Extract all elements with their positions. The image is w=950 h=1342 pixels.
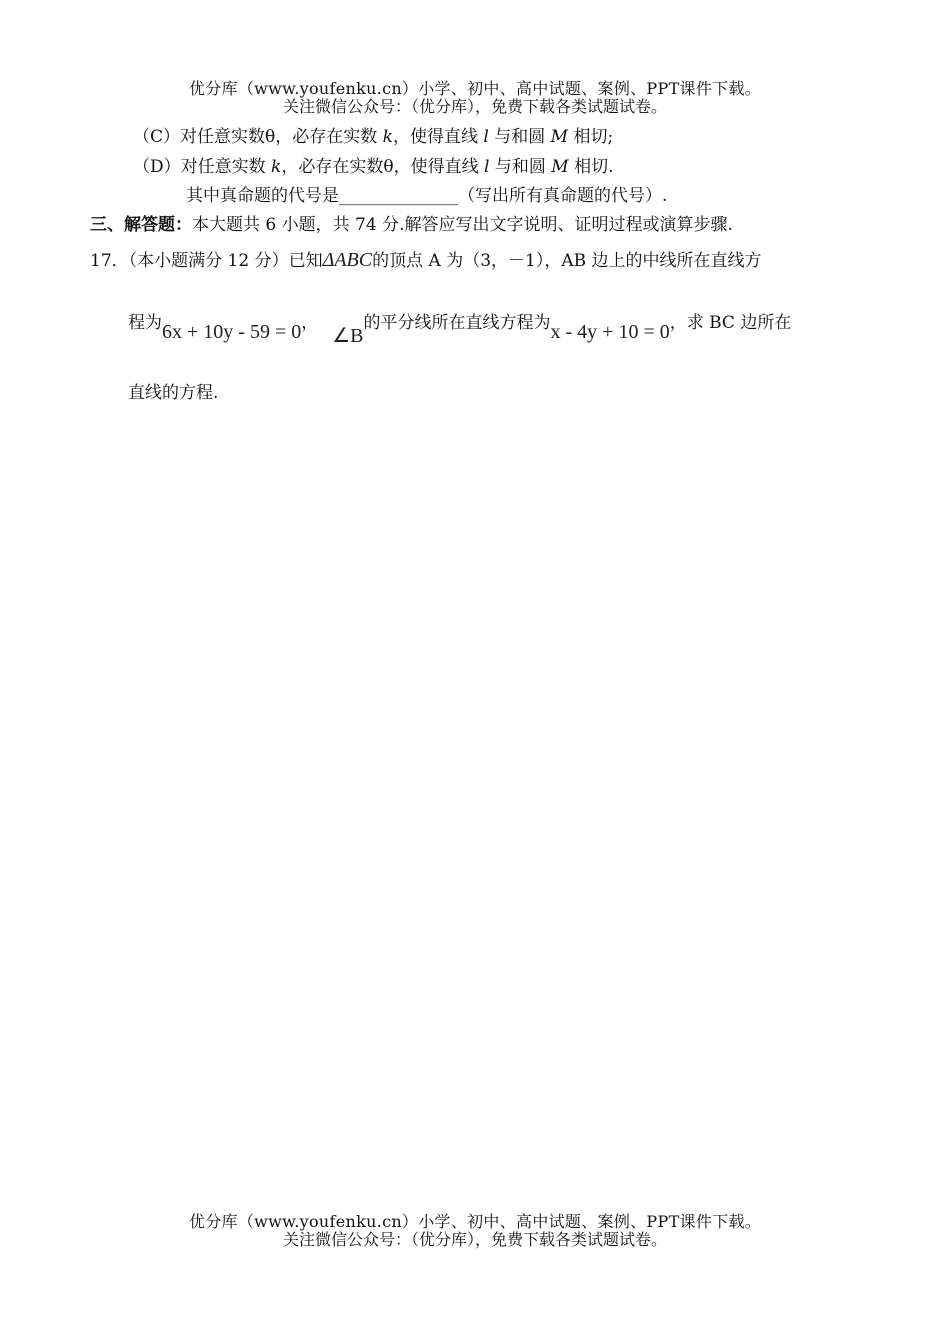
- problem-17-intro: （本小题满分 12 分）已知: [128, 251, 323, 271]
- answer-blank: ______________: [339, 186, 458, 206]
- problem-17-line-1-rest: 的顶点 A 为（3，－1），AB 边上的中线所在直线方: [372, 251, 762, 271]
- option-c: [133, 122, 613, 147]
- option-d-mid: ，必存在实数θ，使得直线: [281, 157, 484, 177]
- problem-17-line-3: 直线的方程.: [128, 383, 219, 403]
- section-title: 三、解答题：: [90, 215, 192, 235]
- footer-line-1: 优分库（www.youfenku.cn）小学、初中、高中试题、案例、PPT课件下载。: [188, 1212, 762, 1231]
- option-d-k: k: [271, 157, 282, 177]
- option-d: [133, 152, 613, 177]
- option-c-suffix: 相切;: [568, 127, 614, 147]
- problem-17-line-2-b: ，: [301, 313, 319, 333]
- problem-17-line-1: [90, 246, 762, 272]
- option-d-M: M: [551, 157, 569, 177]
- page-header: [0, 80, 950, 116]
- answer-prompt: [186, 181, 667, 206]
- equation-bisector: x - 4y + 10 = 0: [550, 321, 670, 343]
- problem-17-number: 17．: [90, 251, 129, 271]
- equation-median: 6x + 10y - 59 = 0: [162, 321, 302, 343]
- problem-17-line-2-a: 程为: [128, 313, 162, 333]
- answer-prompt-text: 其中真命题的代号是: [186, 186, 339, 206]
- section-heading: [90, 210, 733, 235]
- option-c-l: l: [483, 127, 489, 147]
- option-c-prefix: （C）对任意实数θ，必存在实数: [133, 127, 383, 147]
- answer-suffix: （写出所有真命题的代号）.: [458, 186, 668, 206]
- option-c-k: k: [382, 127, 393, 147]
- option-d-l: l: [484, 157, 490, 177]
- header-line-2: 关注微信公众号：（优分库），免费下载各类试题试卷。: [282, 97, 667, 116]
- option-c-mid: ，使得直线: [392, 127, 484, 147]
- footer-line-2: 关注微信公众号：（优分库），免费下载各类试题试卷。: [282, 1230, 667, 1249]
- option-c-mid2: 与和圆: [488, 127, 551, 147]
- problem-17-line-2-c: 的平分线所在直线方程为: [363, 313, 551, 333]
- option-d-prefix: （D）对任意实数: [133, 157, 272, 177]
- problem-17-line-2: [128, 308, 792, 347]
- triangle-abc: ΔABC: [322, 249, 373, 271]
- option-d-mid2: 与和圆: [489, 157, 552, 177]
- problem-17-line-2-d: ，求 BC 边所在: [669, 313, 792, 333]
- option-d-suffix: 相切.: [568, 157, 614, 177]
- section-desc: 本大题共 6 小题，共 74 分.解答应写出文字说明、证明过程或演算步骤.: [192, 215, 733, 235]
- angle-b: ∠B: [332, 325, 364, 347]
- page-footer: [0, 1213, 950, 1249]
- header-line-1: 优分库（www.youfenku.cn）小学、初中、高中试题、案例、PPT课件下载。: [188, 79, 762, 98]
- option-c-M: M: [550, 127, 569, 147]
